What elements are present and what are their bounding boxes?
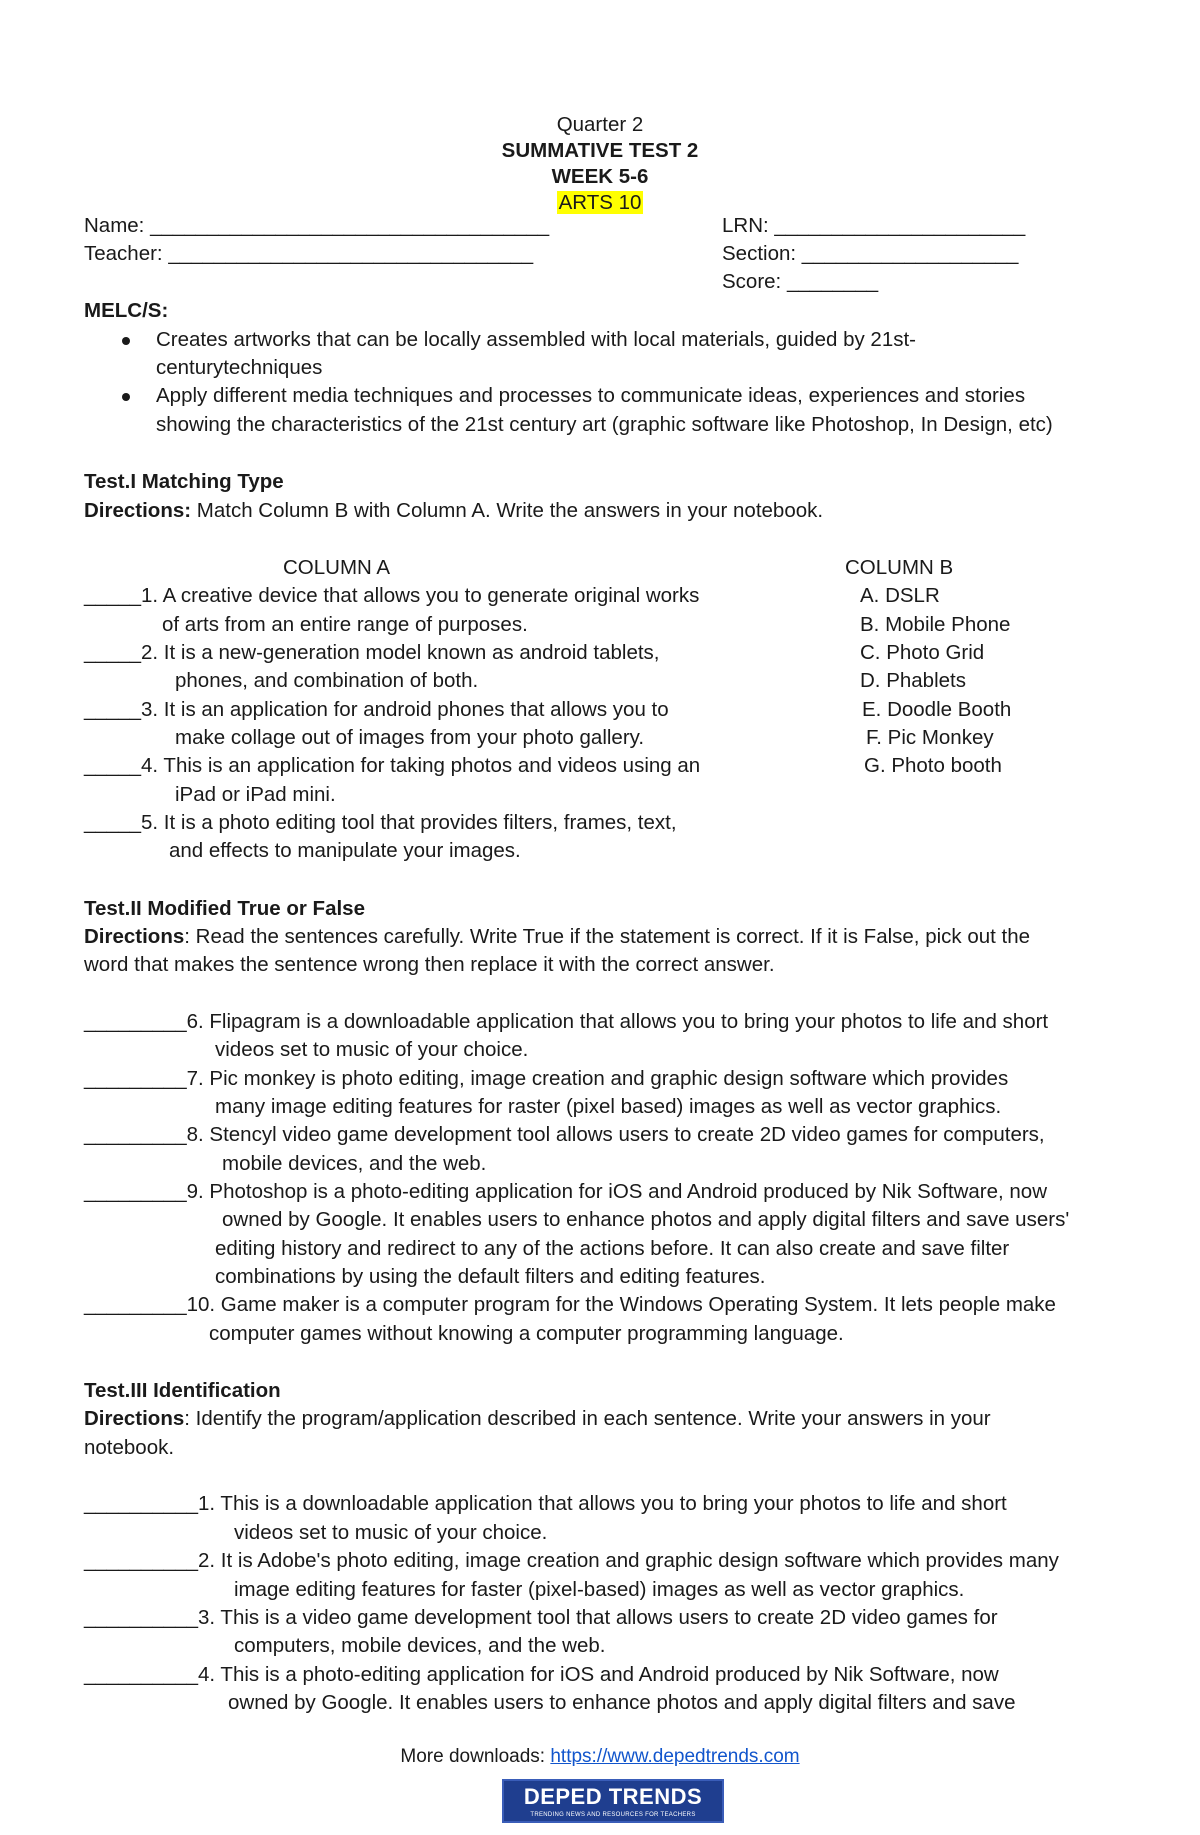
matching-item-5-cont: and effects to manipulate your images. [169, 839, 521, 862]
bullet-icon [122, 337, 130, 345]
tf-item-10-cont: computer games without knowing a computer programming language. [209, 1322, 844, 1345]
quarter-label: Quarter 2 [556, 113, 644, 136]
tf-item-7-cont: many image editing features for raster (pixel based) images as well as vector graphics. [215, 1095, 1002, 1118]
week-label: WEEK 5-6 [551, 165, 649, 188]
tf-item-9: _________9. Photoshop is a photo-editing application for iOS and Android produced by Nik Software, now [84, 1180, 1047, 1203]
tf-item-9-cont-1: owned by Google. It enables users to enhance photos and apply digital filters and save users' [222, 1208, 1070, 1231]
tf-item-8: _________8. Stencyl video game development tool allows users to create 2D video games for computers, [84, 1123, 1045, 1146]
directions-text: : Identify the program/application described in each sentence. Write your answers in your [184, 1407, 991, 1430]
section-field: Section: ___________________ [722, 242, 1019, 265]
matching-item-3: _____3. It is an application for android phones that allows you to [84, 698, 669, 721]
tf-item-8-cont: mobile devices, and the web. [222, 1152, 487, 1175]
lrn-field: LRN: ______________________ [722, 214, 1026, 237]
matching-item-3-cont: make collage out of images from your photo gallery. [175, 726, 645, 749]
deped-trends-logo[interactable] [502, 1779, 724, 1823]
test3-directions [84, 1405, 991, 1433]
id-item-2: __________2. It is Adobe's photo editing, image creation and graphic design software which provides many [84, 1549, 1059, 1572]
tf-item-10: _________10. Game maker is a computer program for the Windows Operating System. It lets people make [84, 1293, 1056, 1316]
choice-e: E. Doodle Booth [862, 698, 1012, 721]
test-title: SUMMATIVE TEST 2 [501, 139, 699, 162]
matching-item-1-cont: of arts from an entire range of purposes. [162, 613, 528, 636]
test3-directions-cont: notebook. [84, 1436, 175, 1459]
test2-directions [84, 923, 1030, 951]
name-field: Name: ___________________________________ [84, 214, 550, 237]
id-item-4: __________4. This is a photo-editing application for iOS and Android produced by Nik Software, now [84, 1663, 999, 1686]
directions-label: Directions [84, 1407, 185, 1430]
melc-item-1-line-1: Creates artworks that can be locally assembled with local materials, guided by 21st- [156, 328, 916, 351]
choice-b: B. Mobile Phone [860, 613, 1011, 636]
choice-c: C. Photo Grid [860, 641, 985, 664]
choice-a: A. DSLR [860, 584, 940, 607]
test2-title: Test.II Modified True or False [84, 897, 365, 920]
test1-directions [84, 497, 823, 525]
tf-item-6: _________6. Flipagram is a downloadable application that allows you to bring your photos to life and short [84, 1010, 1049, 1033]
directions-text: Match Column B with Column A. Write the answers in your notebook. [191, 499, 824, 522]
column-b-heading: COLUMN B [845, 556, 954, 579]
matching-item-2-cont: phones, and combination of both. [175, 669, 479, 692]
tf-item-7: _________7. Pic monkey is photo editing, image creation and graphic design software which provides [84, 1067, 1009, 1090]
id-item-3-cont: computers, mobile devices, and the web. [234, 1634, 606, 1657]
id-item-1: __________1. This is a downloadable application that allows you to bring your photos to life and short [84, 1492, 1007, 1515]
footer-link[interactable]: https://www.depedtrends.com [550, 1746, 800, 1767]
directions-text: : Read the sentences carefully. Write True if the statement is correct. If it is False, pick out the [184, 925, 1031, 948]
choice-f: F. Pic Monkey [866, 726, 994, 749]
logo-tagline: TRENDING NEWS AND RESOURCES FOR TEACHERS [530, 1812, 696, 1818]
footer-downloads [0, 1745, 1200, 1769]
choice-g: G. Photo booth [864, 754, 1002, 777]
matching-item-1: _____1. A creative device that allows you to generate original works [84, 584, 700, 607]
test2-directions-cont: word that makes the sentence wrong then replace it with the correct answer. [84, 953, 775, 976]
matching-item-5: _____5. It is a photo editing tool that provides filters, frames, text, [84, 811, 677, 834]
tf-item-9-cont-3: combinations by using the default filters and editing features. [215, 1265, 766, 1288]
test3-title: Test.III Identification [84, 1379, 281, 1402]
choice-d: D. Phablets [860, 669, 966, 692]
melc-item-2-line-2: showing the characteristics of the 21st century art (graphic software like Photoshop, In Design, etc) [156, 413, 1053, 436]
subject-highlight: ARTS 10 [558, 191, 642, 214]
teacher-field: Teacher: ________________________________ [84, 242, 534, 265]
melc-item-2-line-1: Apply different media techniques and processes to communicate ideas, experiences and stories [156, 384, 1026, 407]
matching-item-2: _____2. It is a new-generation model known as android tablets, [84, 641, 660, 664]
id-item-1-cont: videos set to music of your choice. [234, 1521, 548, 1544]
score-field: Score: ________ [722, 270, 879, 293]
directions-label: Directions: [84, 499, 192, 522]
column-a-heading: COLUMN A [283, 556, 391, 579]
footer-label: More downloads: [400, 1746, 551, 1767]
id-item-4-cont: owned by Google. It enables users to enhance photos and apply digital filters and save [228, 1691, 1016, 1714]
melc-heading: MELC/S: [84, 299, 169, 322]
directions-label: Directions [84, 925, 185, 948]
melc-item-1-line-2: centurytechniques [156, 356, 323, 379]
id-item-3: __________3. This is a video game development tool that allows users to create 2D video games for [84, 1606, 998, 1629]
tf-item-9-cont-2: editing history and redirect to any of the actions before. It can also create and save filter [215, 1237, 1010, 1260]
matching-item-4: _____4. This is an application for taking photos and videos using an [84, 754, 701, 777]
id-item-2-cont: image editing features for faster (pixel-based) images as well as vector graphics. [234, 1578, 965, 1601]
test1-title: Test.I Matching Type [84, 470, 284, 493]
logo-text: DEPED TRENDS [523, 1784, 703, 1809]
bullet-icon [122, 393, 130, 401]
tf-item-6-cont: videos set to music of your choice. [215, 1038, 529, 1061]
matching-item-4-cont: iPad or iPad mini. [175, 783, 336, 806]
